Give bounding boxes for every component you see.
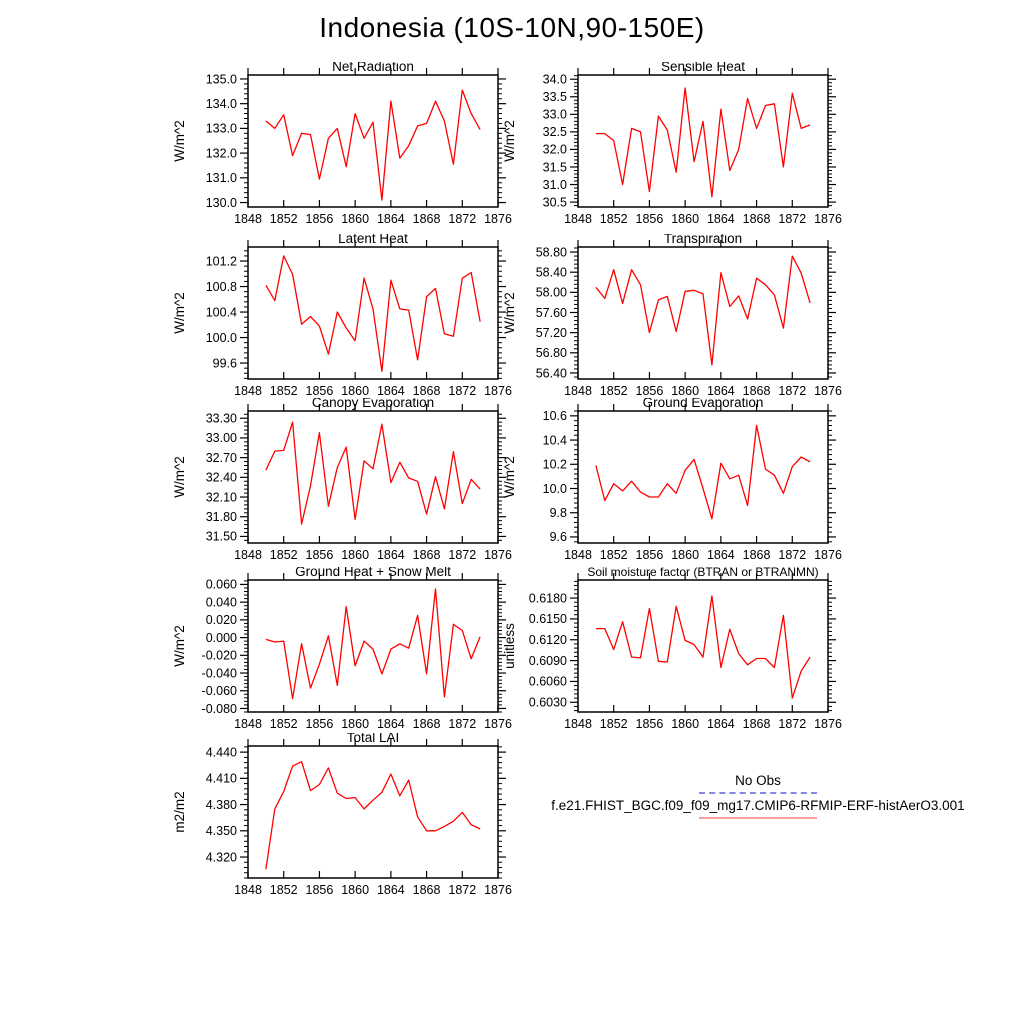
y-tick-label: 134.0	[205, 96, 237, 111]
panel-net-radiation	[158, 62, 518, 230]
x-tick-label: 1848	[234, 883, 262, 897]
y-tick-label: -0.060	[201, 684, 237, 699]
y-tick-label: -0.080	[201, 701, 237, 716]
y-tick-label: 133.0	[205, 121, 237, 136]
series-line	[266, 90, 480, 200]
x-tick-label: 1860	[341, 883, 370, 897]
y-tick-label: 33.00	[205, 431, 237, 446]
y-tick-label: 4.350	[205, 824, 237, 839]
x-tick-label: 1872	[448, 883, 477, 897]
y-tick-label: 32.0	[542, 142, 567, 157]
panel-title: Ground Heat + Snow Melt	[295, 567, 451, 579]
x-tick-label: 1848	[234, 384, 262, 398]
x-tick-label: 1856	[635, 384, 664, 398]
x-tick-label: 1852	[599, 548, 628, 562]
x-tick-label: 1876	[484, 548, 512, 562]
x-tick-label: 1868	[742, 384, 771, 398]
y-tick-label: 33.5	[542, 90, 567, 105]
x-tick-label: 1864	[376, 384, 405, 398]
x-tick-label: 1876	[484, 717, 512, 731]
x-tick-label: 1872	[448, 212, 477, 226]
y-tick-label: 10.4	[542, 433, 567, 448]
legend-no-obs-line	[699, 792, 817, 794]
x-tick-label: 1864	[706, 548, 735, 562]
x-tick-label: 1852	[269, 883, 298, 897]
x-tick-label: 1852	[269, 548, 298, 562]
y-tick-label: 0.6090	[528, 653, 567, 668]
x-tick-label: 1872	[778, 548, 807, 562]
x-tick-label: 1848	[564, 212, 592, 226]
x-tick-label: 1868	[412, 548, 441, 562]
x-tick-label: 1872	[778, 212, 807, 226]
x-tick-label: 1868	[742, 548, 771, 562]
x-tick-label: 1852	[599, 212, 628, 226]
series-line	[596, 88, 810, 197]
y-tick-label: 0.000	[205, 630, 237, 645]
y-tick-label: 32.5	[542, 125, 567, 140]
panel-ground-evaporation	[488, 398, 848, 566]
series-line	[596, 596, 810, 698]
y-tick-label: 4.320	[205, 850, 237, 865]
page-title: Indonesia (10S-10N,90-150E)	[319, 12, 705, 43]
y-tick-label: 0.6060	[528, 674, 567, 689]
x-tick-label: 1852	[599, 717, 628, 731]
x-tick-label: 1872	[448, 717, 477, 731]
legend-no-obs-label: No Obs	[735, 773, 781, 788]
x-tick-label: 1868	[412, 384, 441, 398]
chart-canvas	[158, 398, 518, 566]
plot-frame	[578, 411, 828, 543]
y-tick-label: 4.380	[205, 797, 237, 812]
y-tick-label: 31.80	[205, 510, 237, 525]
chart-canvas	[158, 234, 518, 402]
x-tick-label: 1856	[305, 548, 334, 562]
x-tick-label: 1872	[778, 717, 807, 731]
y-axis-label: W/m^2	[502, 292, 517, 334]
y-axis-label: W/m^2	[172, 625, 187, 667]
y-tick-label: 99.6	[212, 356, 237, 371]
y-tick-label: 0.6120	[528, 633, 567, 648]
y-tick-label: 56.80	[535, 346, 567, 361]
y-tick-label: 0.6030	[528, 695, 567, 710]
y-tick-label: 33.30	[205, 411, 237, 426]
y-tick-label: 31.50	[205, 529, 237, 544]
y-tick-label: 135.0	[205, 72, 237, 87]
panel-title: Soil moisture factor (BTRAN or BTRANMN)	[587, 567, 819, 579]
x-tick-label: 1876	[814, 717, 842, 731]
panel-ground-heat-snow-melt	[158, 567, 518, 735]
panel-soil-moisture-factor	[488, 567, 848, 735]
series-line	[596, 256, 810, 365]
y-axis-label: W/m^2	[172, 120, 187, 162]
chart-canvas	[488, 567, 848, 735]
x-tick-label: 1864	[376, 883, 405, 897]
y-tick-label: 132.0	[205, 146, 237, 161]
legend-run-label: f.e21.FHIST_BGC.f09_f09_mg17.CMIP6-RFMIP-ERF-histAerO3.001	[551, 798, 965, 813]
y-tick-label: 32.40	[205, 470, 237, 485]
y-axis-label: unitless	[502, 623, 517, 669]
x-tick-label: 1856	[635, 717, 664, 731]
y-axis-label: W/m^2	[502, 456, 517, 498]
chart-canvas	[488, 398, 848, 566]
y-tick-label: -0.020	[201, 648, 237, 663]
chart-canvas	[488, 234, 848, 402]
legend	[540, 773, 976, 823]
plot-frame	[248, 411, 498, 543]
x-tick-label: 1860	[671, 548, 700, 562]
series-line	[266, 422, 480, 524]
y-tick-label: 9.8	[549, 506, 567, 521]
y-tick-label: 56.40	[535, 366, 567, 381]
chart-canvas	[158, 62, 518, 230]
plot-frame	[248, 75, 498, 207]
panel-canopy-evaporation	[158, 398, 518, 566]
y-tick-label: 57.60	[535, 305, 567, 320]
y-tick-label: 10.2	[542, 457, 567, 472]
y-axis-label: W/m^2	[172, 292, 187, 334]
panel-title: Latent Heat	[338, 234, 408, 246]
x-tick-label: 1868	[412, 717, 441, 731]
y-tick-label: 130.0	[205, 195, 237, 210]
x-tick-label: 1876	[484, 883, 512, 897]
y-axis-label: W/m^2	[502, 120, 517, 162]
panel-total-lai	[158, 733, 518, 901]
y-tick-label: 100.8	[205, 279, 237, 294]
x-tick-label: 1876	[484, 212, 512, 226]
panel-transpiration	[488, 234, 848, 402]
x-tick-label: 1868	[742, 717, 771, 731]
panel-sensible-heat	[488, 62, 848, 230]
legend-run-line	[699, 817, 817, 819]
x-tick-label: 1876	[814, 212, 842, 226]
x-tick-label: 1860	[671, 212, 700, 226]
x-tick-label: 1856	[635, 548, 664, 562]
y-tick-label: 9.6	[549, 530, 567, 545]
x-tick-label: 1868	[412, 883, 441, 897]
y-tick-label: 100.4	[205, 305, 237, 320]
x-tick-label: 1848	[564, 384, 592, 398]
x-tick-label: 1860	[341, 212, 370, 226]
y-tick-label: 57.20	[535, 325, 567, 340]
x-tick-label: 1852	[269, 212, 298, 226]
y-tick-label: 101.2	[205, 254, 237, 269]
series-line	[266, 589, 480, 699]
panel-title: Ground Evaporation	[642, 398, 764, 410]
series-line	[596, 426, 810, 519]
x-tick-label: 1856	[635, 212, 664, 226]
y-tick-label: 34.0	[542, 72, 567, 87]
x-tick-label: 1860	[341, 717, 370, 731]
y-tick-label: 10.0	[542, 481, 567, 496]
panel-latent-heat	[158, 234, 518, 402]
y-tick-label: 58.40	[535, 265, 567, 280]
panel-title: Net Radiation	[332, 62, 414, 74]
x-tick-label: 1876	[814, 384, 842, 398]
x-tick-label: 1872	[448, 384, 477, 398]
y-tick-label: 4.440	[205, 745, 237, 760]
x-tick-label: 1848	[234, 212, 262, 226]
plot-frame	[248, 746, 498, 878]
panel-title: Total LAI	[346, 733, 400, 745]
x-tick-label: 1864	[376, 717, 405, 731]
y-tick-label: 33.0	[542, 107, 567, 122]
x-tick-label: 1872	[778, 384, 807, 398]
x-tick-label: 1860	[671, 384, 700, 398]
x-tick-label: 1860	[671, 717, 700, 731]
y-tick-label: 100.0	[205, 330, 237, 345]
y-tick-label: 0.060	[205, 577, 237, 592]
x-tick-label: 1852	[599, 384, 628, 398]
x-tick-label: 1852	[269, 384, 298, 398]
y-tick-label: 58.00	[535, 285, 567, 300]
chart-canvas	[158, 733, 518, 901]
plot-frame	[578, 75, 828, 207]
x-tick-label: 1856	[305, 883, 334, 897]
y-tick-label: 32.70	[205, 450, 237, 465]
y-tick-label: 58.80	[535, 245, 567, 260]
panel-title: Transpiration	[663, 234, 743, 246]
y-tick-label: 0.040	[205, 595, 237, 610]
x-tick-label: 1864	[706, 717, 735, 731]
x-tick-label: 1848	[234, 717, 262, 731]
x-tick-label: 1852	[269, 717, 298, 731]
x-tick-label: 1876	[484, 384, 512, 398]
x-tick-label: 1864	[376, 548, 405, 562]
chart-canvas	[158, 567, 518, 735]
plot-frame	[248, 580, 498, 712]
y-tick-label: 0.6150	[528, 612, 567, 627]
x-tick-label: 1864	[376, 212, 405, 226]
y-axis-label: m2/m2	[172, 791, 187, 833]
y-tick-label: 32.10	[205, 490, 237, 505]
x-tick-label: 1864	[706, 212, 735, 226]
x-tick-label: 1860	[341, 548, 370, 562]
x-tick-label: 1848	[234, 548, 262, 562]
y-tick-label: 0.6180	[528, 591, 567, 606]
series-line	[266, 256, 480, 371]
x-tick-label: 1876	[814, 548, 842, 562]
y-tick-label: 4.410	[205, 771, 237, 786]
x-tick-label: 1848	[564, 548, 592, 562]
x-tick-label: 1856	[305, 384, 334, 398]
x-tick-label: 1868	[742, 212, 771, 226]
x-tick-label: 1860	[341, 384, 370, 398]
x-tick-label: 1872	[448, 548, 477, 562]
y-tick-label: 31.5	[542, 160, 567, 175]
x-tick-label: 1856	[305, 212, 334, 226]
series-line	[266, 762, 480, 870]
x-tick-label: 1868	[412, 212, 441, 226]
y-tick-label: -0.040	[201, 666, 237, 681]
chart-canvas	[488, 62, 848, 230]
panel-title: Canopy Evaporation	[311, 398, 435, 410]
x-tick-label: 1848	[564, 717, 592, 731]
panel-title: Sensible Heat	[660, 62, 746, 74]
y-tick-label: 131.0	[205, 171, 237, 186]
y-tick-label: 31.0	[542, 177, 567, 192]
y-tick-label: 30.5	[542, 195, 567, 210]
y-tick-label: 10.6	[542, 409, 567, 424]
y-tick-label: 0.020	[205, 613, 237, 628]
x-tick-label: 1856	[305, 717, 334, 731]
y-axis-label: W/m^2	[172, 456, 187, 498]
x-tick-label: 1864	[706, 384, 735, 398]
